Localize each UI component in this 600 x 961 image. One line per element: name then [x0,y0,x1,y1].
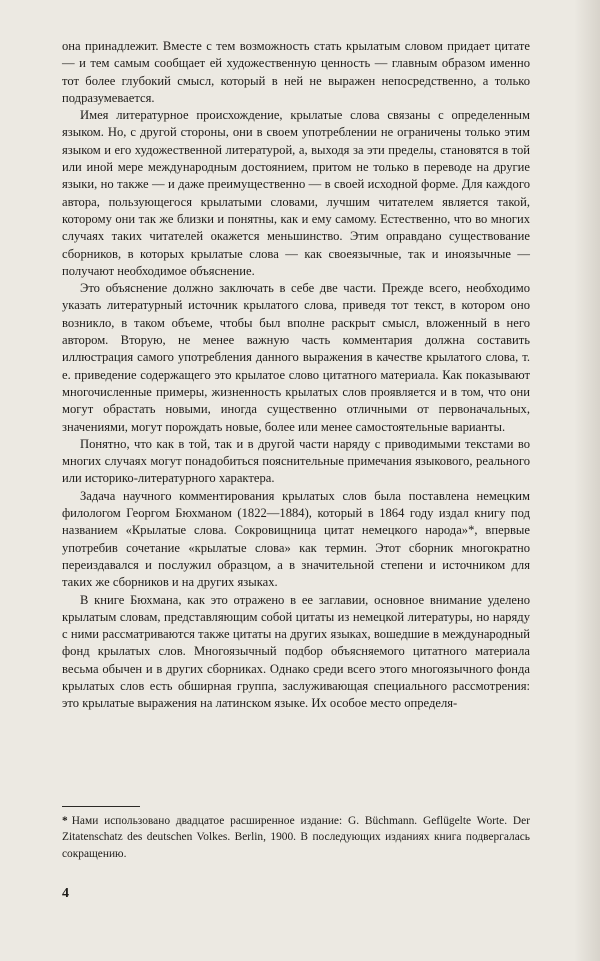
page-number: 4 [62,886,69,901]
paragraph-4: Понятно, что как в той, так и в другой части наряду с приводимыми текстами во многих случаях могут понадобиться пояснительные примечания языкового, реального или историко-литературного характера. [62,436,530,486]
page-edge-shadow [574,0,600,961]
paragraph-5: Задача научного комментирования крылатых слов была поставлена немецким филологом Георгом Бюхманом (1822—1884), который в 1864 году издал книгу под названием «Крылатые слова. Сокровищница цитат немецкого народа»*, впервые употребив сочетание «крылатые слова» как термин. Этот сборник многократно переиздавался и послужил образцом, а в значительной степени и источником для таких же сборников и на других языках. [62,488,530,590]
paragraph-6: В книге Бюхмана, как это отражено в ее заглавии, основное внимание уделено крылатым словам, представляющим собой цитаты из немецкой литературы, но наряду с ними рассматриваются также цитаты на других языках, вошедшие в международный фонд крылатых слов. Многоязычный подбор объясняемого цитатного материала весьма обычен и в других сборниках. Однако среди всего этого многоязычного фонда крылатых слов есть обширная группа, заслуживающая специального рассмотрения: это крылатые выражения на латинском языке. Их особое место определя- [62,592,530,711]
main-text [62,38,530,713]
footnote-text: Нами использовано двадцатое расширенное издание: G. Büchmann. Geflügelte Worte. Der Zitatenschatz des deutschen Volkes. Berlin, 1900. В последующих изданиях книга подвергалась сокращению. [62,815,530,860]
footnote-mark: * [62,815,68,827]
paragraph-3: Это объяснение должно заключать в себе две части. Прежде всего, необходимо указать литературный источник крылатого слова, приведя тот текст, в котором оно возникло, в таком объеме, чтобы был вполне раскрыт смысл, вложенный в него автором. Вторую, не менее важную часть комментария должна составить иллюстрация самого употребления данного выражения в качестве крылатого слова, т. е. приведение содержащего это крылатое слово цитатного материала. Как показывают многочисленные примеры, жизненность крылатых слов проявляется и в том, что они могут обрастать новыми, иногда существенно отличными от первоначальных, значениями, могут порождать новые, более или менее самостоятельные варианты. [62,281,530,434]
footnote [62,813,530,862]
footnote-separator [62,806,140,807]
paragraph-2: Имея литературное происхождение, крылатые слова связаны с определенным языком. Но, с другой стороны, они в своем употреблении не ограничены только этим языком и его художественной литературой, а, выходя за эти пределы, становятся в той или иной мере международным достоянием, притом не только в переводе на другие языки, но также — и даже преимущественно — в своей исходной форме. Для каждого автора, пользующегося крылатыми словами, лучшим читателем является такой, которому они так же близки и понятны, как и ему самому. Естественно, что во многих случаях таких читателей окажется меньшинство. Этим оправдано существование сборников, в которых крылатые слова — как своеязычные, так и иноязычные — получают необходимое объяснение. [62,108,530,278]
paragraph-1: она принадлежит. Вместе с тем возможность стать крылатым словом придает цитате — и тем самым сообщает ей художественную ценность — главным образом именно тот более глубокий смысл, который в ней не выражен непосредственно, а только подразумевается. [62,39,530,105]
